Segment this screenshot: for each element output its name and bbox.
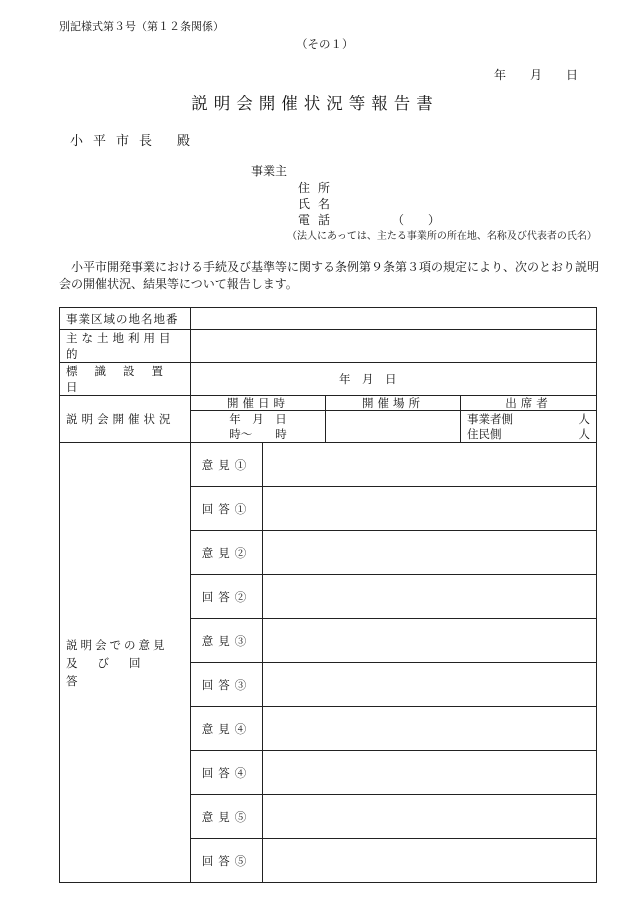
datetime-date-line: 年 月 日 [229, 412, 287, 426]
sign-date-label: 標識設置日 [60, 363, 191, 396]
col-place-header: 開催場所 [326, 396, 461, 411]
addressee-honorific: 殿 [177, 134, 191, 149]
meeting-datetime-field[interactable] [191, 411, 326, 443]
operator-name-label: 氏名 [298, 197, 339, 211]
col-datetime-header: 開催日時 [191, 396, 326, 411]
qa-field[interactable] [263, 443, 597, 487]
attendees-field[interactable] [461, 411, 597, 443]
qa-field[interactable] [263, 839, 597, 883]
qa-label: 回答① [191, 487, 263, 531]
qa-label: 意見③ [191, 619, 263, 663]
report-table [59, 307, 597, 883]
attendee-operator-row [467, 412, 590, 427]
attendee-residents-row [467, 427, 590, 442]
attendee-residents-unit: 人 [578, 427, 590, 441]
qa-field[interactable] [263, 707, 597, 751]
qa-label: 意見④ [191, 707, 263, 751]
qa-label: 意見⑤ [191, 795, 263, 839]
form-id: 別記様式第３号（第１２条関係） [59, 20, 224, 33]
qa-label: 意見② [191, 531, 263, 575]
qa-label: 意見① [191, 443, 263, 487]
qa-field[interactable] [263, 751, 597, 795]
qa-label: 回答② [191, 575, 263, 619]
land-use-label: 主な土地利用目的 [60, 330, 191, 363]
site-field[interactable] [191, 308, 597, 330]
operator-label: 事業主 [251, 164, 288, 178]
addressee-name: 小平市長 [70, 134, 163, 149]
sign-date-field[interactable]: 年 月 日 [191, 363, 597, 396]
operator-phone-field[interactable]: （ ） [392, 213, 441, 227]
qa-field[interactable] [263, 663, 597, 707]
attendee-residents-label: 住民側 [467, 427, 502, 441]
operator-address-label: 住所 [298, 181, 339, 195]
operator-phone-label: 電話 [298, 213, 339, 227]
qa-field[interactable] [263, 795, 597, 839]
qa-label: 回答⑤ [191, 839, 263, 883]
col-attendees-header: 出席者 [461, 396, 597, 411]
qa-field[interactable] [263, 487, 597, 531]
opinions-label-line1: 説明会での意見 [66, 637, 168, 652]
meeting-place-field[interactable] [326, 411, 461, 443]
site-label: 事業区域の地名地番 [60, 308, 191, 330]
qa-field[interactable] [263, 575, 597, 619]
report-date: 年 月 日 [494, 68, 579, 82]
qa-label: 回答④ [191, 751, 263, 795]
page-title: 説明会開催状況等報告書 [191, 94, 439, 113]
qa-field[interactable] [263, 531, 597, 575]
land-use-field[interactable] [191, 330, 597, 363]
qa-field[interactable] [263, 619, 597, 663]
corporation-note: （法人にあっては、主たる事業所の所在地、名称及び代表者の氏名） [287, 231, 597, 242]
meeting-status-label: 説明会開催状況 [60, 396, 191, 443]
attendee-operator-unit: 人 [578, 412, 590, 426]
datetime-time-line: 時〜 時 [229, 427, 287, 441]
attendee-operator-label: 事業者側 [467, 412, 513, 426]
opinions-label-line2: 及び回答 [66, 655, 161, 688]
page-number: （その１） [296, 37, 354, 51]
body-paragraph: 小平市開発事業における手続及び基準等に関する条例第９条第３項の規定により、次のとおり説明会の開催状況、結果等について報告します。 [59, 260, 600, 291]
qa-label: 回答③ [191, 663, 263, 707]
opinions-label [60, 443, 191, 883]
